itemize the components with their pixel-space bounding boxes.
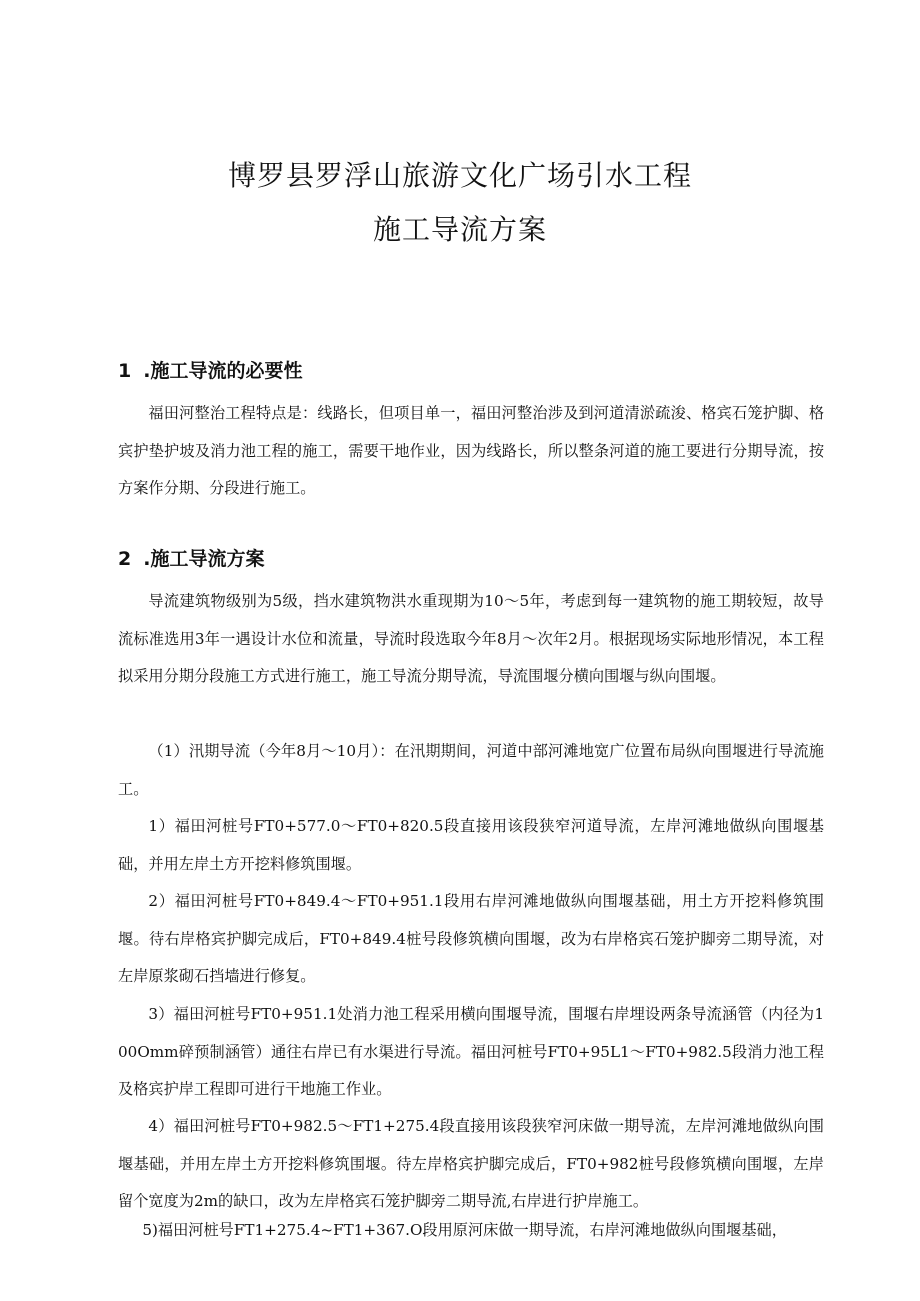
section-title-1: .施工导流的必要性	[143, 360, 303, 382]
list-item: 3）福田河桩号FT0+951.1处消力池工程采用横向围堰导流，围堰右岸埋设两条导流涵管（内径为100Omm碎预制涵管）通往右岸已有水渠进行导流。福田河桩号FT0+95L1～FT0+982.5段消力池工程及格宾护岸工程即可进行干地施工作业。	[118, 1005, 824, 1098]
section-heading-2	[118, 544, 264, 571]
flood-period-paragraph: （1）汛期导流（今年8月～10月）：在汛期期间，河道中部河滩地宽广位置布局纵向围堰进行导流施工。	[118, 742, 824, 798]
section-heading-1	[118, 356, 302, 383]
section-2-paragraph: 导流建筑物级别为5级，挡水建筑物洪水重现期为10～5年，考虑到每一建筑物的施工期较短，故导流标准选用3年一遇设计水位和流量，导流时段选取今年8月～次年2月。根据现场实际地形情况，本工程拟采用分期分段施工方式进行施工，施工导流分期导流，导流围堰分横向围堰与纵向围堰。	[118, 592, 824, 685]
document-subtitle: 施工导流方案	[372, 213, 547, 246]
list-item: 5)福田河桩号FT1+275.4~FT1+367.O段用原河床做一期导流，右岸河滩地做纵向围堰基础，	[142, 1221, 787, 1239]
section-title-2: .施工导流方案	[143, 548, 265, 570]
section-1-paragraph: 福田河整治工程特点是：线路长，但项目单一，福田河整治涉及到河道清淤疏浚、格宾石笼护脚、格宾护垫护坡及消力池工程的施工，需要干地作业，因为线路长，所以整条河道的施工要进行分期导流，按方案作分期、分段进行施工。	[118, 404, 824, 497]
list-item: 2）福田河桩号FT0+849.4～FT0+951.1段用右岸河滩地做纵向围堰基础，用土方开挖料修筑围堰。待右岸格宾护脚完成后，FT0+849.4桩号段修筑横向围堰，改为右岸格宾石笼护脚旁二期导流，对左岸原浆砌石挡墙进行修复。	[118, 892, 824, 985]
list-item: 1）福田河桩号FT0+577.0～FT0+820.5段直接用该段狭窄河道导流，左岸河滩地做纵向围堰基础，并用左岸土方开挖料修筑围堰。	[118, 817, 824, 873]
document-title: 博罗县罗浮山旅游文化广场引水工程	[227, 159, 692, 192]
section-number-1: 1	[118, 360, 132, 382]
list-item: 4）福田河桩号FT0+982.5～FT1+275.4段直接用该段狭窄河床做一期导流，左岸河滩地做纵向围堰基础，并用左岸土方开挖料修筑围堰。待左岸格宾护脚完成后，FT0+982桩号段修筑横向围堰，左岸留个宽度为2m的缺口，改为左岸格宾石笼护脚旁二期导流,右岸进行护岸施工。	[118, 1117, 824, 1210]
section-number-2: 2	[118, 548, 132, 570]
